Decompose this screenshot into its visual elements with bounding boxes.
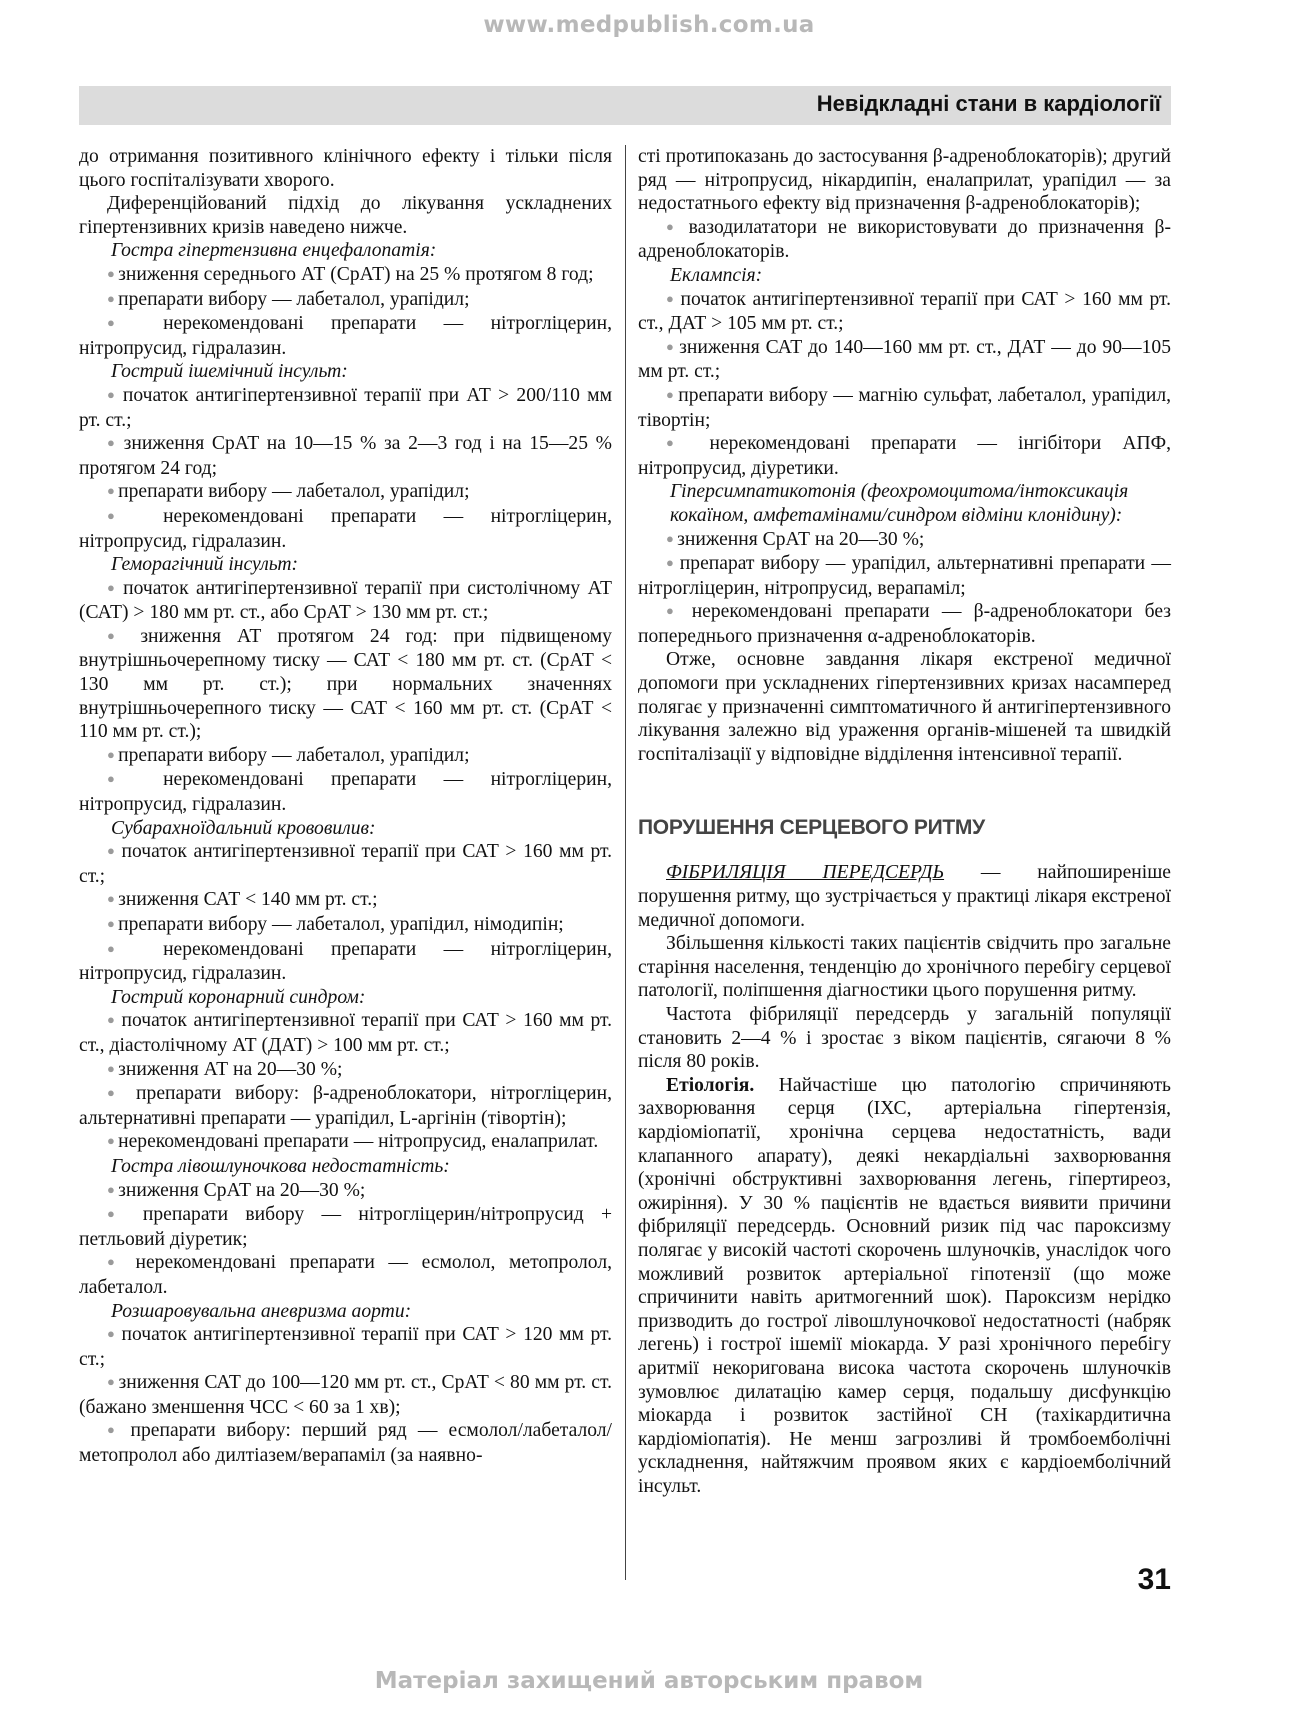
right-column: [638, 145, 1171, 1498]
bullet-dot-icon: ●: [107, 1374, 119, 1390]
bullet-item: [79, 1419, 612, 1467]
subheading: Розшаровувальна аневризма аорти:: [111, 1300, 412, 1322]
subheading: Субарахноїдальний крововилив:: [111, 817, 376, 839]
bullet-dot-icon: ●: [107, 315, 164, 331]
bullet-item: [638, 216, 1171, 264]
bullet-item: [79, 1130, 612, 1155]
bullet-dot-icon: ●: [107, 483, 119, 499]
bullet-item: [79, 1058, 612, 1083]
bullet-dot-icon: ●: [666, 603, 692, 619]
spacer: [638, 841, 1171, 861]
bullet-dot-icon: ●: [107, 1422, 131, 1438]
paragraph-text: — найпоширеніше порушення ритму, що зустрічається у практиці лікаря екстреної медичної допомоги.: [638, 862, 1172, 931]
bullet-item: [79, 768, 612, 816]
paragraph: [638, 1074, 1171, 1499]
paragraph-text: Найчастіше цю патологію спричиняють захворювання серця (ІХС, артеріальна гіпертензія, кардіоміопатії, хронічна серцева недостатність, вади клапанного апарату), деякі некардіальні захворювання (хронічні обструктивні захворювання легень, гіпертиреоз, ожиріння). У 30 % пацієнтів не вдається виявити причини фібриляції передсердь. Основний ризик під час пароксизму полягає у високій частоті скорочень шлуночків, унаслідок чого можливий розвиток артеріальної гіпотензії (що може спричинити навіть аритмогенний шок). Пароксизм нерідко призводить до гострої лівошлуночкової недостатності (набряк легень) і гострої ішемії міокарда. У разі хронічного перебігу аритмії некоригована висока частота скорочень шлуночків зумовлює дилатацію камер серця, подальшу дисфункцію міокарда і розвиток застійної СН (тахікардитична кардіоміопатія). Не менш загрозливі й тромбоемболічні ускладнення, найтяжчим проявом яких є кардіоемболічний інсульт.: [638, 1074, 1171, 1497]
paragraph-text: сті протипоказань до застосування β-адреноблокаторів); другий ряд — нітропрусид, нікардипін, еналаприлат, урапідил — за недостатнього ефекту від призначення β-адреноблокаторів);: [638, 146, 1171, 215]
bullet-text: нерекомендовані препарати — есмолол, метопролол, лабеталол.: [79, 1252, 612, 1298]
bullet-text: нерекомендовані препарати — інгібітори АПФ, нітропрусид, діуретики.: [638, 433, 1171, 479]
bullet-text: початок антигіпертензивної терапії при АТ > 200/110 мм рт. ст.;: [79, 384, 612, 431]
bullet-text: препарати вибору — магнію сульфат, лабеталол, урапідил, тівортін;: [638, 384, 1171, 431]
bullet-item: [79, 913, 612, 938]
spacer: [638, 766, 1171, 815]
bullet-item: [79, 312, 612, 360]
paragraph: [638, 861, 1171, 932]
paragraph-text: Частота фібриляції передсердь у загальній популяції становить 2—4 % і зростає з віком пацієнтів, сягаючи 8 % після 80 років.: [638, 1004, 1171, 1073]
bold-lead: Етіологія.: [666, 1074, 755, 1096]
subheading: Геморагічний інсульт:: [111, 554, 299, 576]
bullet-dot-icon: ●: [107, 386, 123, 402]
bullet-dot-icon: ●: [666, 530, 678, 546]
bullet-dot-icon: ●: [107, 771, 164, 787]
subheading: Гостра лівошлуночкова недостатність:: [111, 1155, 450, 1177]
bullet-text: зниження САТ < 140 мм рт. ст.;: [118, 889, 378, 911]
bullet-item: [79, 577, 612, 625]
bullet-dot-icon: ●: [107, 1060, 119, 1076]
subheading: Гострий ішемічний інсульт:: [111, 361, 348, 383]
bullet-dot-icon: ●: [107, 1085, 137, 1101]
bullet-text: нерекомендовані препарати — β-адреноблокатори без попереднього призначення α-адреноблокаторів.: [638, 601, 1171, 647]
bullet-dot-icon: ●: [107, 627, 141, 643]
bullet-dot-icon: ●: [107, 290, 119, 306]
paragraph-text: Диференційований підхід до лікування ускладнених гіпертензивних кризів наведено нижче.: [79, 193, 612, 238]
bullet-item: [79, 1251, 612, 1299]
bullet-dot-icon: ●: [107, 1254, 136, 1270]
bullet-text: початок антигіпертензивної терапії при САТ > 160 мм рт. ст., діастолічному АТ (ДАТ) > 100 мм рт. ст.;: [79, 1010, 612, 1056]
bullet-text: вазодилататори не використовувати до призначення β-адреноблокаторів.: [638, 216, 1171, 263]
paragraph: [638, 1003, 1171, 1074]
bullet-item: [79, 1371, 612, 1419]
bullet-text: зниження АТ на 20—30 %;: [118, 1058, 343, 1080]
bullet-dot-icon: ●: [107, 579, 124, 595]
bullet-text: нерекомендовані препарати — нітрогліцерин, нітропрусид, гідралазин.: [79, 769, 613, 816]
subheading: Гіперсимпатикотонія (феохромоцитома/інтоксикація кокаїном, амфетамінами/синдром відміни клонідину):: [670, 481, 1129, 526]
paragraph: [638, 648, 1171, 766]
bullet-text: препарати вибору — лабеталол, урапідил;: [118, 288, 470, 310]
watermark-bottom: Матеріал захищений авторським правом: [374, 1668, 924, 1694]
bullet-text: зниження СрАТ на 10—15 % за 2—3 год і на 15—25 % протягом 24 год;: [79, 433, 612, 479]
bullet-text: початок антигіпертензивної терапії при систолічному АТ (САТ) > 180 мм рт. ст., або СрАТ > 130 мм рт. ст.;: [79, 577, 613, 624]
bullet-item: [79, 505, 612, 553]
bullet-dot-icon: ●: [666, 386, 679, 402]
bullet-dot-icon: ●: [107, 940, 164, 956]
bullet-dot-icon: ●: [107, 507, 164, 523]
bullet-text: препарати вибору: перший ряд — есмолол/лабеталол/метопролол або дилтіазем/верапаміл (за наявно-: [79, 1420, 612, 1467]
bullet-dot-icon: ●: [666, 338, 680, 354]
bullet-dot-icon: ●: [107, 435, 124, 451]
bullet-dot-icon: ●: [107, 1181, 119, 1197]
bullet-text: зниження середнього АТ (СрАТ) на 25 % протягом 8 год;: [118, 263, 594, 285]
left-column: [79, 145, 612, 1468]
subheading: Еклампсія:: [670, 264, 763, 286]
bullet-item: [79, 288, 612, 313]
bullet-item: [79, 1179, 612, 1204]
column-divider: [625, 145, 626, 1580]
bullet-text: зниження СрАТ на 20—30 %;: [677, 528, 925, 550]
bullet-text: препарати вибору — нітрогліцерин/нітропрусид + петльовий діуретик;: [79, 1204, 612, 1250]
bullet-item: [79, 625, 612, 744]
bullet-text: нерекомендовані препарати — нітропрусид, еналаприлат.: [118, 1131, 599, 1153]
bullet-dot-icon: ●: [107, 1133, 119, 1149]
bullet-item: [638, 288, 1171, 336]
bullet-dot-icon: ●: [666, 555, 680, 571]
page-number: 31: [1137, 1563, 1171, 1596]
bullet-text: початок антигіпертензивної терапії при САТ > 160 мм рт. ст.;: [79, 841, 612, 887]
bullet-item: [79, 1009, 612, 1057]
subheading: Гострий коронарний синдром:: [111, 986, 366, 1008]
bullet-item: [638, 336, 1171, 384]
bullet-text: препарати вибору — лабеталол, урапідил;: [118, 744, 470, 766]
header-title: Невідкладні стани в кардіології: [816, 91, 1161, 116]
paragraph: [79, 145, 612, 192]
bullet-dot-icon: ●: [107, 891, 119, 907]
bullet-item: [79, 384, 612, 432]
bullet-text: зниження САТ до 140—160 мм рт. ст., ДАТ — до 90—105 мм рт. ст.;: [638, 336, 1171, 383]
bullet-item: [79, 938, 612, 986]
bullet-text: препарат вибору — урапідил, альтернативні препарати — нітрогліцерин, нітропрусид, верапаміл;: [638, 553, 1171, 599]
bullet-dot-icon: ●: [107, 746, 119, 762]
term: ФІБРИЛЯЦІЯ ПЕРЕДСЕРДЬ: [666, 862, 945, 884]
bullet-text: препарати вибору — лабеталол, урапідил;: [118, 481, 470, 503]
bullet-item: [79, 1323, 612, 1371]
bullet-dot-icon: ●: [107, 1326, 122, 1342]
paragraph: [79, 192, 612, 239]
bullet-item: [638, 528, 1171, 553]
bullet-item: [79, 480, 612, 505]
bullet-text: препарати вибору — лабеталол, урапідил, німодипін;: [118, 914, 564, 935]
bullet-text: препарати вибору: β-адреноблокатори, нітрогліцерин, альтернативні препарати — урапідил, L-аргінін (тівортін);: [79, 1083, 612, 1129]
bullet-item: [79, 744, 612, 769]
bullet-dot-icon: ●: [107, 843, 122, 859]
subheading: Гостра гіпертензивна енцефалопатія:: [111, 240, 437, 262]
bullet-item: [79, 840, 612, 888]
bullet-dot-icon: ●: [107, 265, 119, 281]
bullet-dot-icon: ●: [666, 290, 681, 306]
bullet-text: зниження САТ до 100—120 мм рт. ст., СрАТ < 80 мм рт. ст. (бажано зменшення ЧСС < 60 за 1 хв);: [79, 1372, 612, 1418]
bullet-item: [79, 888, 612, 913]
bullet-item: [79, 1203, 612, 1251]
bullet-item: [79, 432, 612, 480]
bullet-item: [79, 1082, 612, 1130]
bullet-dot-icon: ●: [666, 218, 689, 234]
bullet-item: [638, 600, 1171, 648]
bullet-dot-icon: ●: [107, 916, 119, 931]
paragraph-text: до отримання позитивного клінічного ефекту і тільки після цього госпіталізувати хворого.: [79, 146, 612, 191]
bullet-item: [638, 552, 1171, 600]
bullet-text: початок антигіпертензивної терапії при САТ > 120 мм рт. ст.;: [79, 1324, 612, 1370]
bullet-text: нерекомендовані препарати — нітрогліцерин, нітропрусид, гідралазин.: [79, 938, 613, 985]
bullet-text: нерекомендовані препарати — нітрогліцерин, нітропрусид, гідралазин.: [79, 505, 613, 552]
paragraph: [638, 932, 1171, 1003]
bullet-text: зниження СрАТ на 20—30 %;: [118, 1179, 366, 1201]
bullet-item: [79, 263, 612, 288]
paragraph-text: Збільшення кількості таких пацієнтів свідчить про загальне старіння населення, тенденцію до хронічного перебігу серцевої патології, поліпшення діагностики цього порушення ритму.: [638, 933, 1171, 1002]
bullet-text: початок антигіпертензивної терапії при САТ > 160 мм рт. ст., ДАТ > 105 мм рт. ст.;: [638, 288, 1171, 335]
watermark-top: www.medpublish.com.ua: [483, 12, 815, 38]
bullet-text: нерекомендовані препарати — нітрогліцерин, нітропрусид, гідралазин.: [79, 313, 613, 359]
bullet-dot-icon: ●: [666, 435, 710, 451]
bullet-text: зниження АТ протягом 24 год: при підвищеному внутрішньочерепному тиску — САТ < 180 мм рт. ст. (СрАТ < 130 мм рт. ст.); при нормальних значеннях внутрішньочерепного тиску — САТ < 160 мм рт. ст. (СрАТ < 110 мм рт. ст.);: [79, 625, 612, 743]
bullet-item: [638, 384, 1171, 432]
paragraph: [638, 145, 1171, 216]
bullet-item: [638, 432, 1171, 480]
bullet-dot-icon: ●: [107, 1206, 143, 1222]
paragraph-text: Отже, основне завдання лікаря екстреної медичної допомоги при ускладнених гіпертензивних кризах насамперед полягає у призначенні симптоматичного й антигіпертензивного лікування залежно від ураження органів-мішеней та швидкій госпіталізації у відповідне відділення інтенсивної терапії.: [638, 649, 1171, 765]
bullet-dot-icon: ●: [107, 1012, 122, 1028]
running-header: [79, 86, 1171, 125]
section-heading: ПОРУШЕННЯ СЕРЦЕВОГО РИТМУ: [638, 816, 985, 840]
